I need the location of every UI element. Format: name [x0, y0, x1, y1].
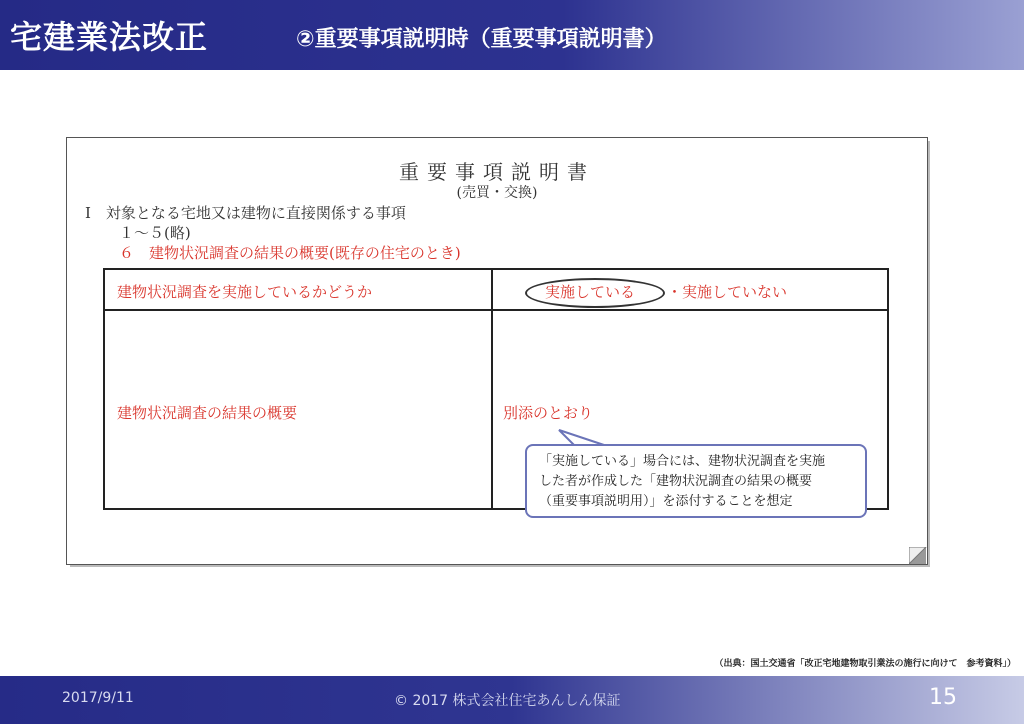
- page-number: 15: [929, 685, 957, 710]
- row1-other-option: ・実施していない: [667, 283, 788, 301]
- callout-line-1: 「実施している」場合には、建物状況調査を実施: [539, 454, 826, 469]
- row2-value: 別添のとおり: [503, 404, 594, 422]
- table-column-divider: [491, 270, 493, 508]
- row1-label: 建物状況調査を実施しているかどうか: [117, 283, 373, 301]
- document-title: 重要事項説明書: [399, 160, 595, 184]
- document-figure: [66, 137, 928, 565]
- table-row-divider: [105, 309, 887, 311]
- header-bar: [0, 0, 1024, 70]
- document-subtitle: (売買・交換): [456, 185, 538, 201]
- callout-note: [525, 444, 867, 518]
- item-range: １～５(略): [119, 224, 191, 242]
- footer-date: 2017/9/11: [62, 690, 134, 706]
- source-citation: （出典：国土交通省「改正宅地建物取引業法の施行に向けて 参考資料」）: [714, 659, 1016, 669]
- slide-title: 宅建業法改正: [10, 18, 209, 56]
- row2-label: 建物状況調査の結果の概要: [117, 404, 298, 422]
- footer-copyright: © 2017 株式会社住宅あんしん保証: [394, 693, 621, 709]
- footer-bar: [0, 676, 1024, 724]
- slide-subtitle: ②重要事項説明時（重要事項説明書）: [296, 27, 667, 52]
- page-fold-icon: [909, 547, 927, 565]
- section-heading: Ⅰ 対象となる宅地又は建物に直接関係する事項: [85, 204, 406, 222]
- item-6-heading: ６ 建物状況調査の結果の概要(既存の住宅のとき): [119, 244, 461, 262]
- callout-line-2: した者が作成した「建物状況調査の結果の概要: [539, 474, 813, 489]
- callout-line-3: （重要事項説明用）」を添付することを想定: [539, 494, 793, 509]
- row1-selected-option: 実施している: [545, 283, 636, 301]
